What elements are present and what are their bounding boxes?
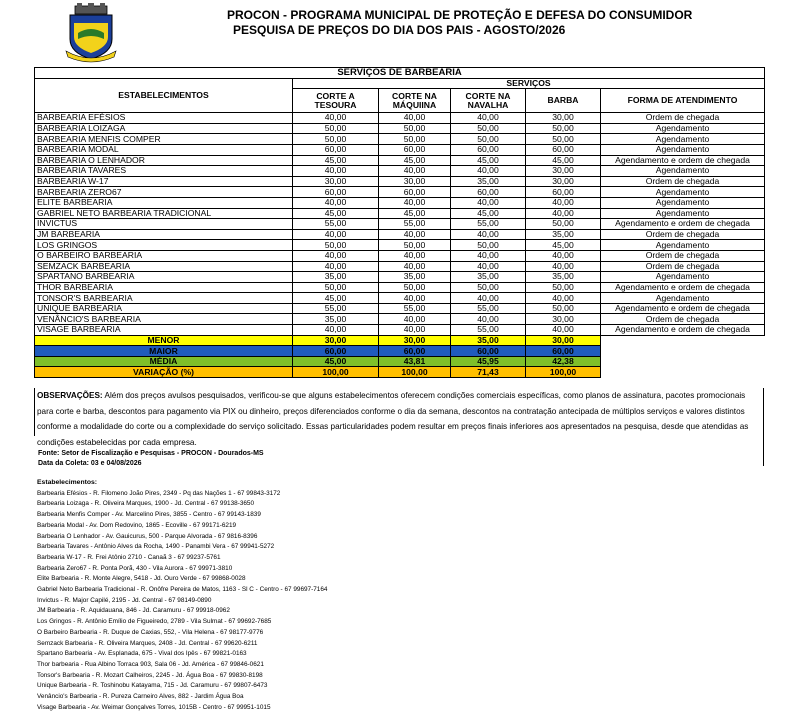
establishment-address: Semzack Barbearia - R. Oliveira Marques, 2408 - Jd. Central - 67 99620-6211 (37, 639, 258, 647)
price-cell: 50,00 (526, 282, 601, 293)
stats-blank (601, 356, 765, 367)
table-row (35, 123, 765, 134)
establishment-name: THOR BARBEARIA (35, 282, 293, 293)
col-header-barba: BARBA (526, 89, 601, 113)
col-header-forma: FORMA DE ATENDIMENTO (601, 89, 765, 113)
price-cell: 50,00 (526, 123, 601, 134)
price-cell: 50,00 (379, 123, 451, 134)
establishment-address: Barbearia O Lenhador - Av. Gauicurus, 500 - Parque Alvorada - 67 9816-8396 (37, 532, 258, 540)
price-cell: 60,00 (526, 187, 601, 198)
establishment-name: SEMZACK BARBEARIA (35, 261, 293, 272)
forma-atendimento: Agendamento e ordem de chegada (601, 155, 765, 166)
table-row (35, 166, 765, 177)
price-cell: 45,00 (526, 240, 601, 251)
establishment-address: Los Gringos - R. Antônio Emílio de Figueiredo, 2789 - Vila Sulmat - 67 99692-7685 (37, 618, 272, 626)
price-cell: 60,00 (293, 187, 379, 198)
table-row (35, 155, 765, 166)
price-cell: 40,00 (379, 314, 451, 325)
price-cell: 30,00 (526, 314, 601, 325)
source-block (38, 449, 264, 469)
price-cell: 40,00 (526, 261, 601, 272)
establishment-name: SPARTANO BARBEARIA (35, 272, 293, 283)
price-cell: 35,00 (526, 229, 601, 240)
price-cell: 50,00 (451, 123, 526, 134)
fonte-text: Fonte: Setor de Fiscalização e Pesquisas - PROCON - Dourados-MS (38, 450, 264, 457)
establishment-name: BARBEARIA EFÉSIOS (35, 113, 293, 124)
table-row (35, 208, 765, 219)
establishment-name: BARBEARIA ZERO67 (35, 187, 293, 198)
establishment-name: BARBEARIA O LENHADOR (35, 155, 293, 166)
stats-value: 45,00 (293, 356, 379, 367)
price-cell: 40,00 (526, 208, 601, 219)
stats-value: 30,00 (379, 335, 451, 346)
establishment-name: BARBEARIA MENFIS COMPER (35, 134, 293, 145)
price-cell: 40,00 (379, 293, 451, 304)
establishment-address: Barbearia W-17 - R. Frei Atônio 2710 - Canaã 3 - 67 99237-5761 (37, 553, 221, 561)
establishment-address: Thor barbearia - Rua Albino Torraca 903, Sala 06 - Jd. América - 67 99846-0621 (37, 660, 264, 668)
forma-atendimento: Agendamento e ordem de chegada (601, 325, 765, 336)
stats-label: MAIOR (35, 346, 293, 357)
stats-value: 35,00 (451, 335, 526, 346)
price-cell: 40,00 (293, 166, 379, 177)
price-cell: 55,00 (451, 303, 526, 314)
observacoes-label: OBSERVAÇÕES: (37, 391, 103, 400)
price-cell: 40,00 (293, 261, 379, 272)
col-header-corte-tesoura: CORTE A TESOURA (293, 89, 379, 113)
price-cell: 50,00 (293, 123, 379, 134)
establishment-address: Unique Barbearia - R. Toshinobu Katayama, 715 - Jd. Caramuru - 67 99807-6473 (37, 682, 268, 690)
table-row (35, 293, 765, 304)
price-cell: 30,00 (526, 113, 601, 124)
forma-atendimento: Agendamento (601, 144, 765, 155)
establishment-name: VENÂNCIO'S BARBEARIA (35, 314, 293, 325)
price-cell: 50,00 (451, 134, 526, 145)
establishment-name: BARBEARIA TAVARES (35, 166, 293, 177)
establishment-name: ELITE BARBEARIA (35, 197, 293, 208)
price-cell: 55,00 (379, 303, 451, 314)
price-cell: 30,00 (379, 176, 451, 187)
stats-blank (601, 367, 765, 378)
forma-atendimento: Ordem de chegada (601, 250, 765, 261)
price-cell: 40,00 (526, 250, 601, 261)
table-row (35, 134, 765, 145)
price-cell: 50,00 (293, 134, 379, 145)
table-row (35, 282, 765, 293)
price-cell: 40,00 (293, 113, 379, 124)
price-cell: 30,00 (526, 176, 601, 187)
forma-atendimento: Ordem de chegada (601, 314, 765, 325)
observacoes-box (34, 388, 764, 447)
price-cell: 40,00 (293, 325, 379, 336)
price-cell: 50,00 (526, 303, 601, 314)
price-cell: 40,00 (451, 113, 526, 124)
stats-label: MENOR (35, 335, 293, 346)
stats-value: 45,95 (451, 356, 526, 367)
price-cell: 55,00 (293, 303, 379, 314)
stats-value: 100,00 (379, 367, 451, 378)
establishment-address: Barbearia Modal - Av. Dom Redovino, 1865 - Ecoville - 67 99171-6219 (37, 521, 237, 529)
forma-atendimento: Agendamento (601, 166, 765, 177)
price-cell: 35,00 (379, 272, 451, 283)
price-cell: 45,00 (293, 155, 379, 166)
establishment-name: INVICTUS (35, 219, 293, 230)
table-row (35, 197, 765, 208)
observacoes-text: Além dos preços avulsos pesquisados, verificou-se que alguns estabelecimentos oferecem condições comerciais específicas, como planos de assinatura, pacotes promocionais para corte e barba, descontos para pagamento via PIX ou dinheiro, preços diferenciados conforme o dia da semana, descontos na contratação antecipada de múltiplos serviços e valores distintos conforme a modalidade do corte ou a complexidade do serviço solicitado. Essas particularidades podem resultar em preços finais inferiores aos apresentados na pesquisa, desde que atendidas as condições estabelecidas por cada empresa. (37, 391, 749, 447)
price-cell: 60,00 (379, 187, 451, 198)
establishment-name: LOS GRINGOS (35, 240, 293, 251)
stats-value: 60,00 (379, 346, 451, 357)
price-cell: 45,00 (451, 208, 526, 219)
price-cell: 45,00 (379, 208, 451, 219)
forma-atendimento: Agendamento (601, 197, 765, 208)
col-header-corte-maquina: CORTE NA MÁQUIINA (379, 89, 451, 113)
price-cell: 40,00 (293, 250, 379, 261)
establishment-name: BARBEARIA MODAL (35, 144, 293, 155)
forma-atendimento: Agendamento e ordem de chegada (601, 219, 765, 230)
establishment-address: Tonsor's Barbearia - R. Mozart Calheiros, 2245 - Jd. Água Boa - 67 99830-8198 (37, 671, 263, 679)
forma-atendimento: Agendamento (601, 134, 765, 145)
table-row (35, 272, 765, 283)
table-row (35, 240, 765, 251)
price-cell: 40,00 (379, 250, 451, 261)
price-cell: 40,00 (451, 229, 526, 240)
price-cell: 60,00 (451, 187, 526, 198)
price-cell: 50,00 (379, 240, 451, 251)
price-cell: 35,00 (293, 314, 379, 325)
price-cell: 40,00 (451, 197, 526, 208)
establishment-name: UNIQUE BARBEARIA (35, 303, 293, 314)
price-cell: 50,00 (451, 240, 526, 251)
col-header-corte-navalha: CORTE NA NAVALHA (451, 89, 526, 113)
stats-value: 100,00 (526, 367, 601, 378)
table-row (35, 314, 765, 325)
establishment-name: TONSOR'S BARBEARIA (35, 293, 293, 304)
price-cell: 40,00 (526, 197, 601, 208)
price-cell: 40,00 (451, 314, 526, 325)
price-cell: 55,00 (451, 219, 526, 230)
establishment-address: Elite Barbearia - R. Monte Alegre, 5418 - Jd. Ouro Verde - 67 99868-0028 (37, 575, 246, 583)
stats-value: 30,00 (526, 335, 601, 346)
price-cell: 40,00 (451, 250, 526, 261)
price-cell: 40,00 (379, 325, 451, 336)
forma-atendimento: Ordem de chegada (601, 229, 765, 240)
header-title: PROCON - PROGRAMA MUNICIPAL DE PROTEÇÃO E DEFESA DO CONSUMIDOR (227, 8, 693, 22)
price-table (34, 67, 765, 378)
table-row (35, 187, 765, 198)
price-cell: 45,00 (293, 293, 379, 304)
establishment-name: VISAGE BARBEARIA (35, 325, 293, 336)
data-coleta-text: Data da Coleta: 03 e 04/08/2026 (38, 460, 142, 467)
table-row (35, 261, 765, 272)
price-cell: 55,00 (379, 219, 451, 230)
establishment-address: Barbearia Zero67 - R. Ponta Porã, 430 - Vila Aurora - 67 99971-3810 (37, 564, 233, 572)
price-cell: 35,00 (526, 272, 601, 283)
col-header-estabelecimentos: ESTABELECIMENTOS (35, 78, 293, 113)
forma-atendimento: Agendamento e ordem de chegada (601, 282, 765, 293)
stats-blank (601, 335, 765, 346)
price-cell: 40,00 (451, 166, 526, 177)
stats-value: 42,38 (526, 356, 601, 367)
table-row (35, 219, 765, 230)
table-title: SERVIÇOS DE BARBEARIA (35, 68, 765, 79)
stats-value: 100,00 (293, 367, 379, 378)
forma-atendimento: Agendamento (601, 123, 765, 134)
table-row (35, 176, 765, 187)
price-cell: 45,00 (379, 155, 451, 166)
stats-value: 60,00 (451, 346, 526, 357)
table-row (35, 325, 765, 336)
stats-value: 30,00 (293, 335, 379, 346)
stats-row-var (35, 367, 765, 378)
price-cell: 50,00 (451, 282, 526, 293)
establishment-name: JM BARBEARIA (35, 229, 293, 240)
price-cell: 50,00 (379, 282, 451, 293)
price-cell: 50,00 (379, 134, 451, 145)
establishments-list (37, 478, 327, 713)
price-cell: 40,00 (526, 325, 601, 336)
forma-atendimento: Agendamento e ordem de chegada (601, 303, 765, 314)
price-cell: 60,00 (293, 144, 379, 155)
establishment-address: Venâncio's Barbearia - R. Pureza Carneiro Alves, 882 - Jardim Água Boa (37, 693, 244, 701)
table-row (35, 229, 765, 240)
forma-atendimento: Agendamento (601, 187, 765, 198)
price-cell: 45,00 (293, 208, 379, 219)
forma-atendimento: Agendamento (601, 240, 765, 251)
establishments-title: Estabelecimentos: (37, 479, 98, 486)
stats-row-menor (35, 335, 765, 346)
stats-value: 71,43 (451, 367, 526, 378)
group-header-servicos: SERVIÇOS (293, 78, 765, 89)
establishment-address: Invictus - R. Major Capilé, 2195 - Jd. Central - 67 98149-0890 (37, 596, 212, 604)
establishment-address: O Barbeiro Barbearia - R. Duque de Caxias, 552, - Vila Helena - 67 98177-9776 (37, 628, 264, 636)
price-cell: 60,00 (526, 144, 601, 155)
price-cell: 50,00 (293, 240, 379, 251)
establishment-address: Gabriel Neto Barbearia Tradicional - R. Onôfre Pereira de Matos, 1163 - Sl C - Centro - 67 99697-7164 (37, 586, 328, 594)
price-cell: 60,00 (379, 144, 451, 155)
price-cell: 55,00 (293, 219, 379, 230)
establishment-name: BARBEARIA W-17 (35, 176, 293, 187)
price-cell: 40,00 (379, 229, 451, 240)
price-cell: 40,00 (293, 229, 379, 240)
price-cell: 35,00 (293, 272, 379, 283)
establishment-address: Visage Barbearia - Av. Weimar Gonçalves Torres, 1015B - Centro - 67 99951-1015 (37, 703, 271, 711)
price-cell: 40,00 (293, 197, 379, 208)
table-row (35, 250, 765, 261)
establishment-address: Spartano Barbearia - Av. Esplanada, 675 - Vival dos Ipês - 67 99821-0163 (37, 650, 247, 658)
price-cell: 30,00 (526, 166, 601, 177)
price-cell: 40,00 (451, 293, 526, 304)
price-table-container (34, 67, 764, 378)
stats-row-media (35, 356, 765, 367)
table-row (35, 303, 765, 314)
stats-value: 60,00 (526, 346, 601, 357)
price-cell: 60,00 (451, 144, 526, 155)
establishment-address: Barbearia Loizaga - R. Oliveira Marques, 1900 - Jd. Central - 67 99138-3650 (37, 500, 255, 508)
stats-blank (601, 346, 765, 357)
stats-row-maior (35, 346, 765, 357)
table-row (35, 113, 765, 124)
establishment-address: Barbearia Efésios - R. Filomeno João Pires, 2349 - Pq das Nações 1 - 67 99843-3172 (37, 489, 281, 497)
price-cell: 40,00 (379, 166, 451, 177)
price-cell: 50,00 (293, 282, 379, 293)
forma-atendimento: Agendamento (601, 293, 765, 304)
forma-atendimento: Ordem de chegada (601, 113, 765, 124)
forma-atendimento: Ordem de chegada (601, 261, 765, 272)
stats-label: VARIAÇÃO (%) (35, 367, 293, 378)
price-cell: 40,00 (379, 113, 451, 124)
price-cell: 40,00 (379, 261, 451, 272)
establishment-name: GABRIEL NETO BARBEARIA TRADICIONAL (35, 208, 293, 219)
forma-atendimento: Ordem de chegada (601, 176, 765, 187)
price-cell: 50,00 (526, 219, 601, 230)
stats-label: MÉDIA (35, 356, 293, 367)
establishment-name: O BARBEIRO BARBEARIA (35, 250, 293, 261)
price-cell: 45,00 (526, 155, 601, 166)
header-subtitle: PESQUISA DE PREÇOS DO DIA DOS PAIS - AGOSTO/2026 (233, 23, 566, 37)
price-cell: 50,00 (526, 134, 601, 145)
forma-atendimento: Agendamento (601, 272, 765, 283)
price-cell: 45,00 (451, 155, 526, 166)
establishment-address: Barbearia Tavares - Antônio Alves da Rocha, 1490 - Panambi Vera - 67 99941-5272 (37, 543, 275, 551)
forma-atendimento: Agendamento (601, 208, 765, 219)
price-cell: 55,00 (451, 325, 526, 336)
establishment-name: BARBEARIA LOIZAGA (35, 123, 293, 134)
price-cell: 40,00 (526, 293, 601, 304)
establishment-address: Barbearia Menfis Comper - Av. Marcelino Pires, 3855 - Centro - 67 99143-1839 (37, 511, 261, 519)
stats-value: 60,00 (293, 346, 379, 357)
price-cell: 35,00 (451, 272, 526, 283)
establishment-address: JM Barbearia - R. Aquidauana, 846 - Jd. Caramuru - 67 99918-0962 (37, 607, 230, 615)
coat-of-arms-logo (60, 3, 122, 63)
stats-value: 43,81 (379, 356, 451, 367)
price-cell: 35,00 (451, 176, 526, 187)
table-row (35, 144, 765, 155)
price-cell: 30,00 (293, 176, 379, 187)
price-cell: 40,00 (379, 197, 451, 208)
divider (763, 436, 764, 466)
price-cell: 40,00 (451, 261, 526, 272)
